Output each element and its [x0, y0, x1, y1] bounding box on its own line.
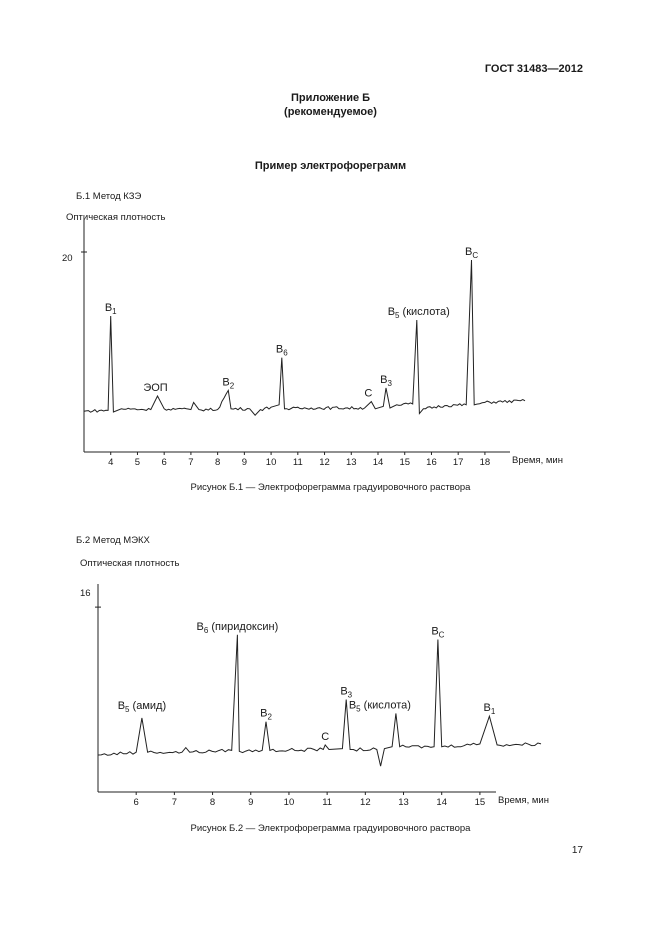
fig2-y-axis-label: Оптическая плотность: [80, 558, 180, 569]
peak-label: $B_5$ (амид): [117, 700, 167, 715]
x-tick-label: 9: [241, 457, 248, 468]
fig1-section-heading: Б.1 Метод КЗЭ: [76, 191, 142, 202]
x-tick-label: 9: [248, 797, 254, 808]
x-tick-label: 12: [360, 797, 371, 808]
x-tick-label: 15: [474, 797, 486, 808]
x-tick-label: 13: [345, 457, 357, 468]
fig2-x-axis-label: Время, мин: [498, 795, 549, 806]
fig2-caption: Рисунок Б.2 — Электрофореграмма градуировочного раствора: [190, 823, 471, 834]
x-tick-label: 11: [292, 457, 303, 468]
x-tick-label: 8: [214, 457, 221, 468]
x-tick-label: 18: [479, 457, 491, 468]
peak-label: $B_5$ (кислота): [387, 306, 450, 320]
x-tick-label: 13: [398, 797, 409, 808]
fig2-section-heading: Б.2 Метод МЭКХ: [76, 535, 150, 546]
fig1-y-tick-label: 20: [62, 253, 73, 264]
x-tick-label: 10: [265, 457, 277, 468]
peak-label: C: [321, 730, 330, 743]
peak-label: $B_3$: [340, 685, 353, 700]
peak-label: $B_2$: [260, 707, 272, 722]
peak-label: $B_6$: [275, 343, 288, 358]
x-tick-label: 4: [108, 457, 114, 468]
x-tick-label: 6: [161, 457, 167, 468]
x-tick-label: 7: [188, 457, 194, 468]
peak-label: $B_6$ (пиридоксин): [196, 620, 279, 635]
standard-number: ГОСТ 31483—2012: [484, 63, 583, 75]
x-tick-label: 10: [283, 797, 295, 808]
x-tick-label: 5: [134, 457, 141, 468]
section-title: Пример электрофореграмм: [254, 160, 407, 172]
x-tick-label: 14: [436, 797, 447, 808]
peak-label: $B_3$: [380, 374, 392, 388]
peak-label: $B_1$: [104, 302, 117, 316]
x-tick-label: 16: [426, 457, 437, 468]
x-tick-label: 7: [171, 797, 178, 808]
x-tick-label: 17: [452, 457, 464, 468]
x-tick-label: 14: [372, 457, 384, 468]
x-tick-label: 8: [209, 797, 216, 808]
x-tick-label: 11: [322, 797, 333, 808]
peak-label: $B_C$: [431, 625, 445, 640]
peak-label: $B_1$: [483, 702, 496, 717]
peak-label: ЭОП: [143, 382, 168, 394]
appendix-title: Приложение Б: [290, 92, 371, 104]
peak-label: $B_C$: [464, 246, 479, 260]
fig1-x-axis-label: Время, мин: [512, 455, 563, 466]
peak-label: $B_2$: [222, 376, 235, 391]
peak-label: C: [364, 387, 373, 400]
x-tick-label: 12: [319, 457, 330, 468]
x-tick-label: 6: [133, 797, 139, 808]
fig2-y-tick-label: 16: [80, 588, 91, 599]
fig1-y-axis-label: Оптическая плотность: [66, 212, 166, 223]
appendix-note: (рекомендуемое): [284, 106, 377, 118]
x-tick-label: 15: [399, 457, 411, 468]
fig1-caption: Рисунок Б.1 — Электрофореграмма градуировочного раствора: [190, 482, 471, 493]
page-number: 17: [571, 845, 583, 856]
peak-label: $B_5$ (кислота): [348, 699, 411, 714]
